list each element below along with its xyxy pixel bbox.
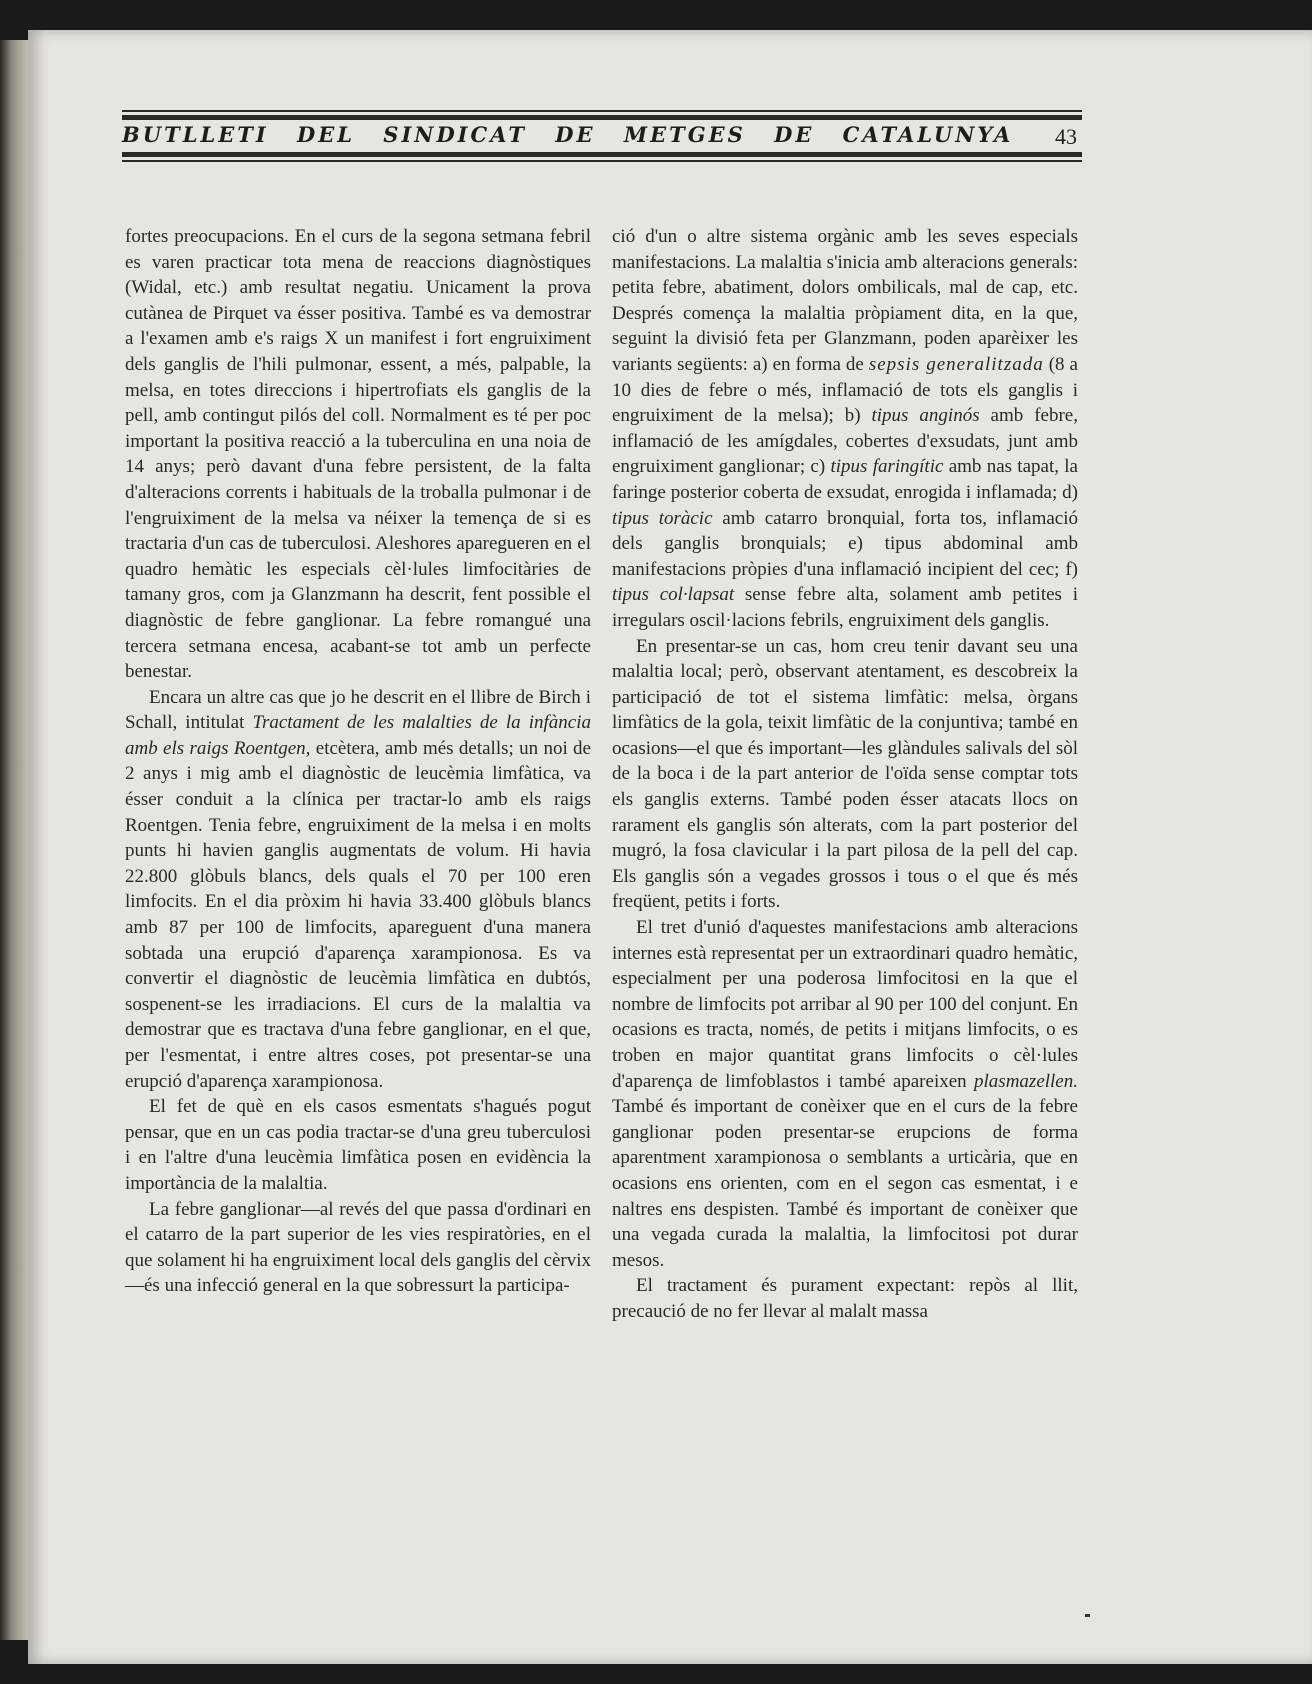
- paragraph: La febre ganglionar—al revés del que passa d'ordinari en el catarro de la part superior de les vies respiratòries, en el que solament hi ha engruiximent local dels ganglis del cèrvix—és una infecció general en la que sobressurt la participa-: [125, 1198, 591, 1297]
- paragraph: El fet de què en els casos esmentats s'hagués pogut pensar, que en un cas podia tractar-se d'una greu tuberculosi i en l'altre d'una leucèmia limfàtica posen en evidència la importància de la malaltia.: [125, 1096, 591, 1194]
- variant-term: tipus anginós: [871, 405, 980, 427]
- variant-term: tipus faringític: [830, 456, 944, 478]
- variant-term: tipus toràcic: [612, 507, 713, 529]
- paragraph: Encara un altre cas que jo he descrit en el llibre de Birch i Schall, intitulat Tractament de les malalties de la infància amb els raigs Roentgen, etcètera, amb més detalls; un noi de 2 anys i mig amb el diagnòstic de leucèmia limfàtica, va ésser conduit a la clínica per tractar-lo amb els raigs Roentgen. Tenia febre, engruiximent de la melsa i en molts punts hi havien ganglis augmentats de volum. Hi havia 22.800 glòbuls blancs, dels quals el 70 per 100 eren limfocits. En el dia pròxim hi havia 33.400 glòbuls blancs amb 87 per 100 de limfocits, apareguent d'una manera sobtada una erupció d'aparença xarampionosa. Es va convertir el diagnòstic de leucèmia limfàtica en dubtós, sospenent-se les irradiacions. El curs de la malaltia va demostrar que es tractava d'una febre ganglionar, en el que, per l'esmentat, i entre altres coses, pot presentar-se una erupció d'aparença xarampionosa.: [125, 686, 591, 1092]
- paragraph: ció d'un o altre sistema orgànic amb les seves especials manifestacions. La malaltia s'inicia amb alteracions generals: petita febre, abatiment, dolors ombilicals, mal de cap, etc. Després comença la malaltia pròpiament dita, en la que, seguint la divisió feta per Glanzmann, poden aparèixer les variants següents: a) en forma de sepsis generalitzada (8 a 10 dies de febre o més, inflamació de tots els ganglis i engruiximent de la melsa); b) tipus anginós amb febre, inflamació de les amígdales, cobertes d'exsudats, junt amb engruiximent ganglionar; c) tipus faringític amb nas tapat, la faringe posterior coberta de exsudat, enrogida i inflamada; d) tipus toràcic amb catarro bronquial, forta tos, inflamació dels ganglis bronquials; e) tipus abdominal amb manifestacions pròpies d'una inflamació incipient del cec; f) tipus col·lapsat sense febre alta, solament amb petites i irregulars oscil·lacions febrils, engruiximent dels ganglis.: [612, 226, 1078, 631]
- right-column: [612, 224, 1078, 1325]
- previous-page-edge: [0, 40, 30, 1640]
- paragraph: En presentar-se un cas, hom creu tenir davant seu una malaltia local; però, observant atentament, es descobreix la participació de tot el sistema limfàtic: melsa, òrgans limfàtics de la gola, teixit limfàtic de la conjuntiva; també en ocasions—el que és important—les glàndules salivals del sòl de la boca i de la part anterior de l'oïda sense comptar tots els ganglis externs. També poden ésser atacats llocs on rarament els ganglis són alterats, com la part posterior del mugró, la fosa clavicular i la part pilosa de la pell del cap. Els ganglis són a vegades grossos i tous o el que és més freqüent, petits i forts.: [612, 635, 1078, 913]
- running-header: BUTLLETI DEL SINDICAT DE METGES DE CATALUNYA: [122, 122, 1014, 147]
- term-plasmazellen: plasmazellen.: [974, 1070, 1078, 1092]
- variant-term: tipus col·lapsat: [612, 584, 735, 606]
- header-rule-bottom: [122, 152, 1082, 165]
- variant-term: sepsis generalitzada: [868, 353, 1044, 375]
- paragraph: El tractament és purament expectant: repòs al llit, precaució de no fer llevar al malalt massa: [612, 1275, 1078, 1322]
- book-title: Tractament de les malalties de la infància amb els raigs Roentgen,: [125, 712, 591, 759]
- ink-mark: [1085, 1614, 1090, 1617]
- page-number: 43: [1055, 124, 1077, 149]
- left-column: [125, 224, 591, 1299]
- paragraph: El tret d'unió d'aquestes manifestacions amb alteracions internes està representat per un extraordinari quadro hemàtic, especialment per una poderosa limfocitosi en la que el nombre de limfocits pot arribar al 90 per 100 del conjunt. En ocasions es tracta, només, de petits i mitjans limfocits, o es troben en major quantitat grans limfocits o cèl·lules d'aparença de limfoblastos i també apareixen plasmazellen. També és important de conèixer que en el curs de la febre ganglionar poden presentar-se erupcions de forma aparentment xarampionosa o semblants a urticària, que en ocasions ens orienten, com en el segon cas esmentat, i e naltres ens despisten. També és important de conèixer que una vegada curada la malaltia, la limfocitosi pot durar mesos.: [612, 917, 1078, 1271]
- paragraph: fortes preocupacions. En el curs de la segona setmana febril es varen practicar tota mena de reaccions diagnòstiques (Widal, etc.) amb resultat negatiu. Unicament la prova cutànea de Pirquet va ésser positiva. També es va demostrar a l'examen amb e's raigs X un manifest i fort engruiximent dels ganglis de l'hili pulmonar, essent, a més, palpable, la melsa, en totes direccions i hipertrofiats els ganglis de la pell, amb contingut pilós del coll. Normalment es té per poc important la positiva reacció a la tuberculina en una noia de 14 anys; però davant d'una febre persistent, de la falta d'alteracions corrents i habituals de la troballa pulmonar i de l'engruiximent de la melsa va néixer la temença de si es tractaria d'un cas de tuberculosi. Aleshores aparegueren en el quadro hemàtic les especials cèl·lules limfocitàries de tamany gros, com ja Glanzmann ha descrit, fent possible el diagnòstic de febre ganglionar. La febre romangué una tercera setmana encesa, acabant-se tot amb un perfecte benestar.: [125, 226, 591, 683]
